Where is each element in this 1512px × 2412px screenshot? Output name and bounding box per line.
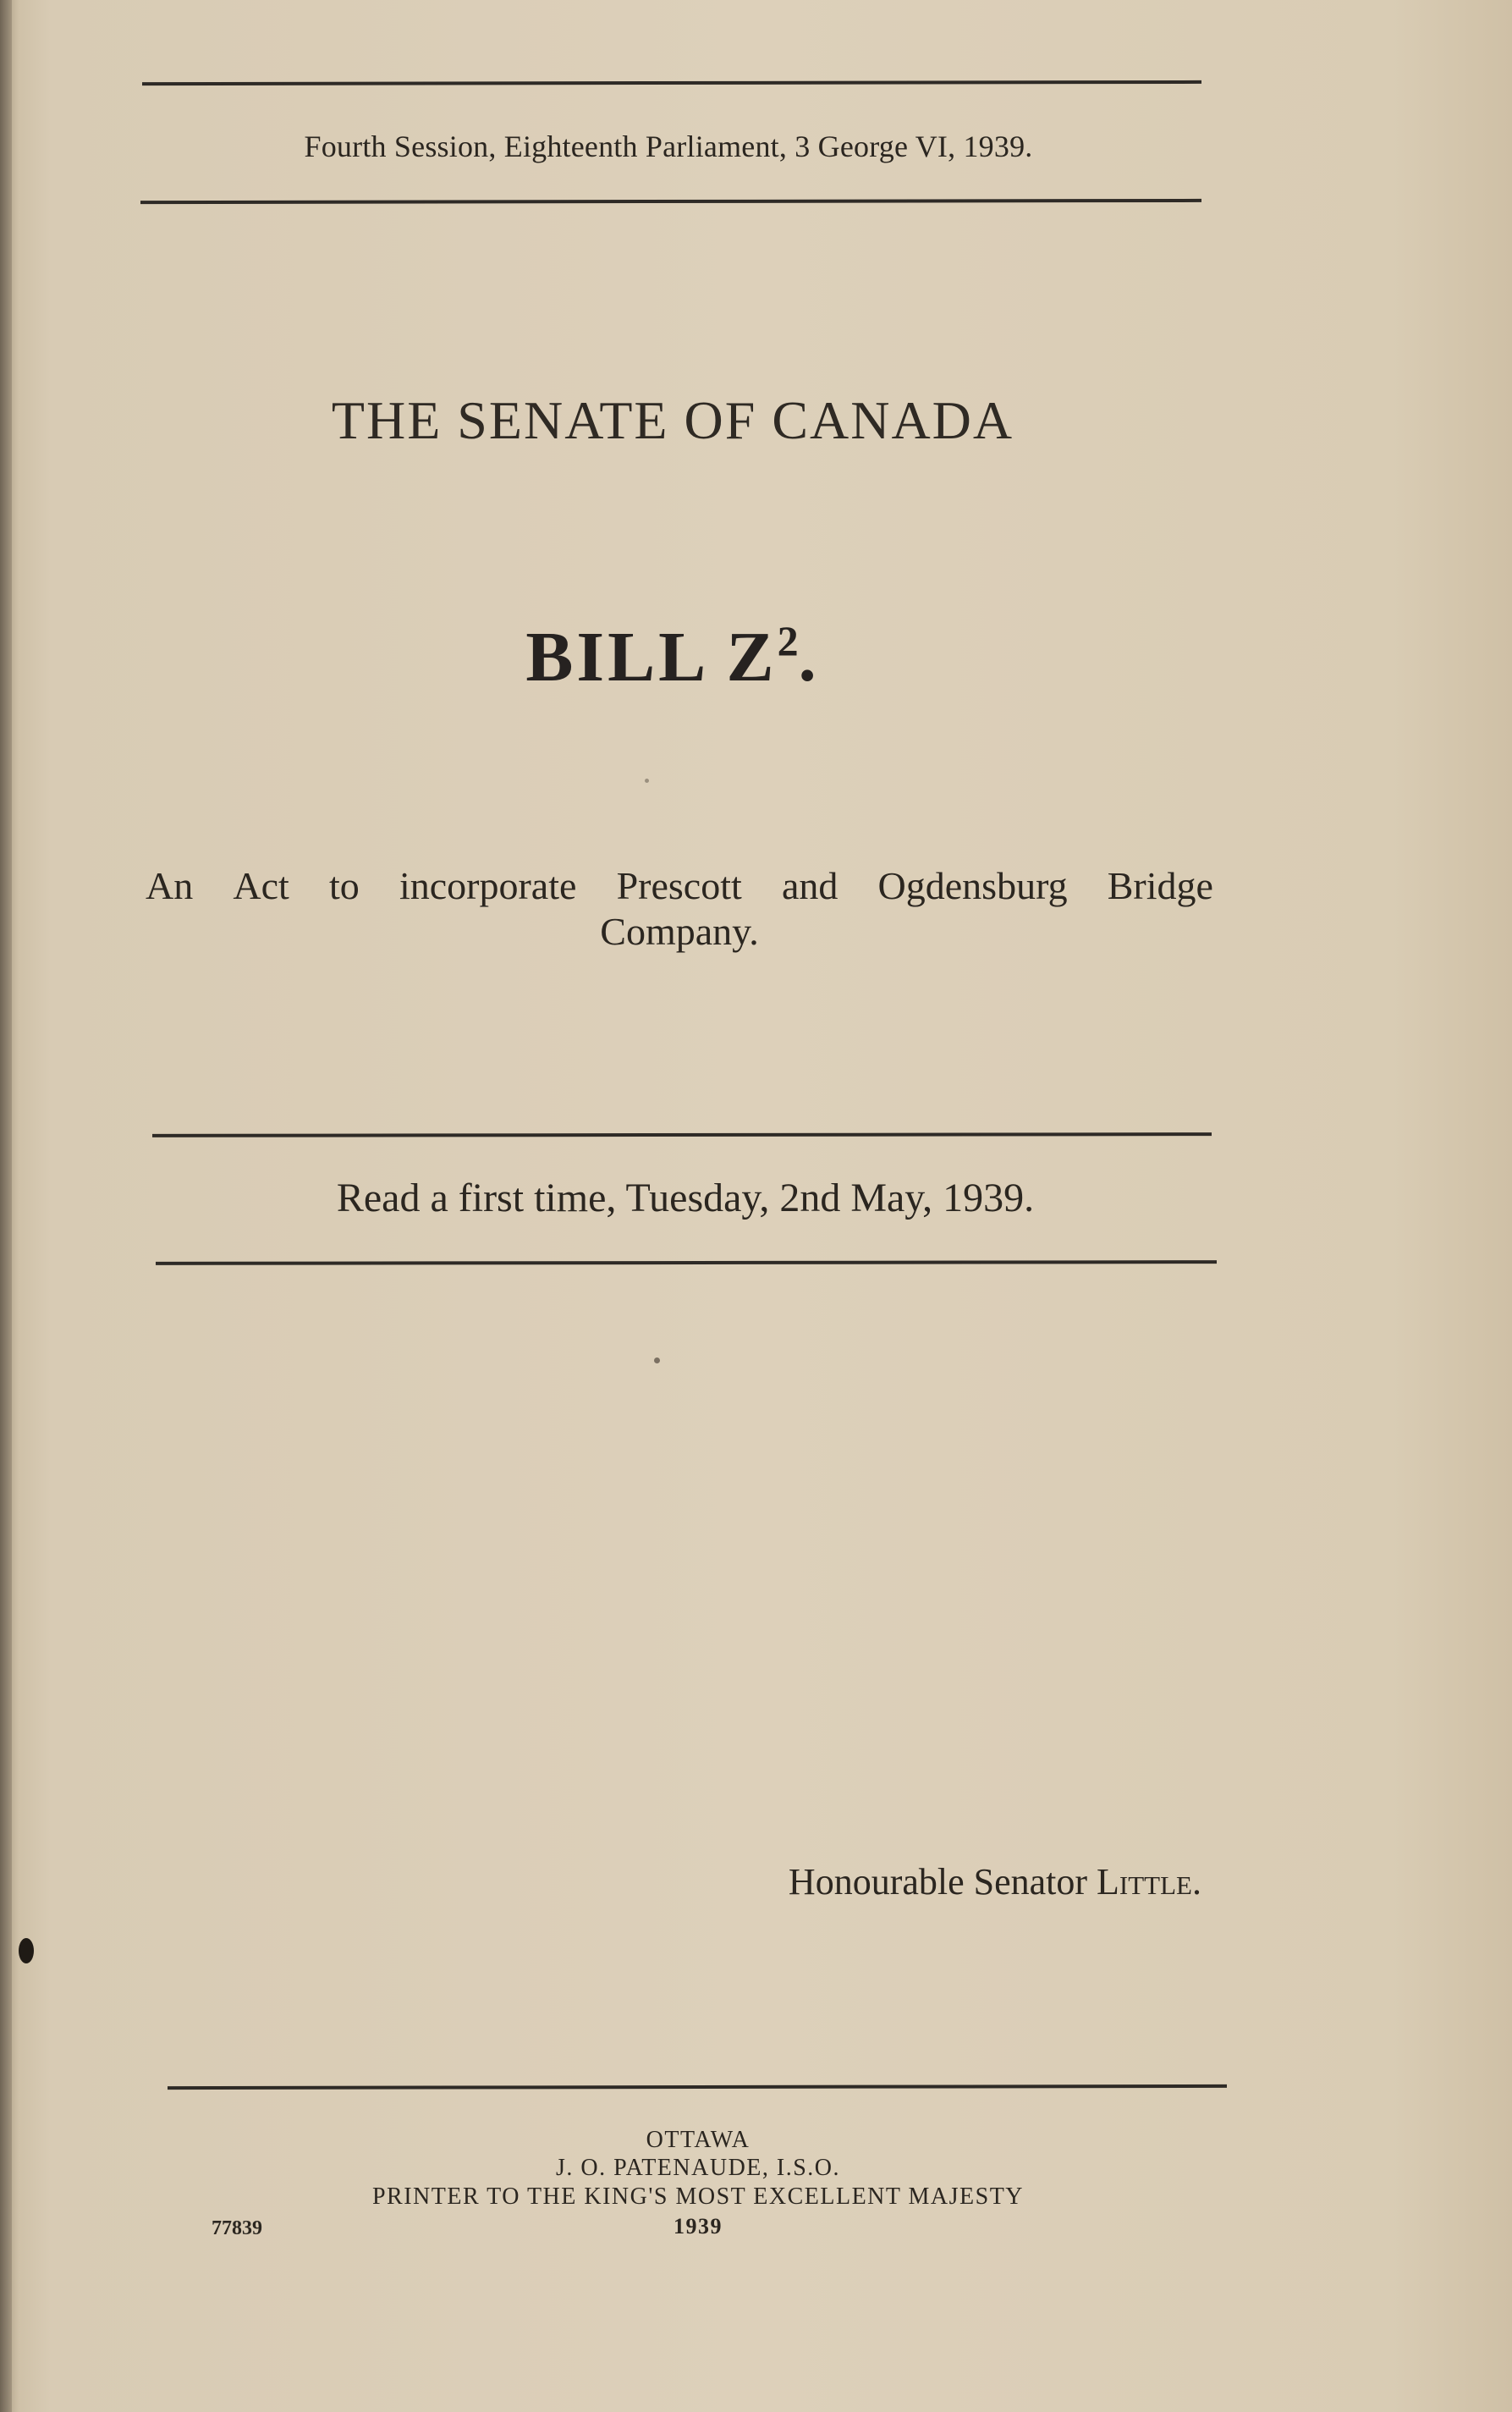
act-word: Ogdensburg [877, 864, 1068, 907]
act-title [146, 863, 1213, 955]
paper-speck [654, 1357, 660, 1363]
imprint-year: 1939 [674, 2214, 723, 2239]
first-reading-line: Read a first time, Tuesday, 2nd May, 1939. [336, 1176, 1035, 1220]
bill-suffix: . [798, 618, 820, 697]
imprint-printer: J. O. PATENAUDE, I.S.O. [555, 2155, 841, 2181]
act-word: to [329, 864, 360, 907]
session-line: Fourth Session, Eighteenth Parliament, 3 George VI, 1939. [304, 129, 1033, 163]
binding-edge [0, 0, 12, 2412]
act-word: Bridge [1107, 864, 1213, 907]
bill-prefix: BILL Z [525, 618, 778, 697]
job-number: 77839 [212, 2217, 262, 2239]
act-word: Prescott [616, 864, 742, 907]
act-word: incorporate [399, 864, 577, 907]
reading-rule-lower [156, 1260, 1217, 1265]
imprint-rule [168, 2084, 1227, 2090]
imprint-city: OTTAWA [646, 2127, 751, 2153]
act-title-line-1 [146, 863, 1213, 909]
act-title-line-2: Company. [600, 910, 759, 953]
sponsor-line [643, 1860, 1201, 1903]
act-word: and [781, 864, 838, 907]
act-word: Act [233, 864, 289, 907]
paper-blemish [19, 1938, 34, 1963]
sponsor-name: Little [1097, 1861, 1192, 1903]
bill-number [135, 616, 1210, 698]
top-rule-lower [140, 199, 1201, 204]
reading-rule-upper [152, 1132, 1212, 1137]
act-word: An [146, 864, 194, 907]
sponsor-prefix: Honourable Senator [788, 1861, 1097, 1903]
top-rule-upper [142, 80, 1201, 85]
bill-superscript: 2 [777, 617, 799, 664]
paper-speck [645, 779, 649, 783]
senate-heading: THE SENATE OF CANADA [331, 390, 1014, 450]
imprint-role: PRINTER TO THE KING'S MOST EXCELLENT MAJESTY [371, 2183, 1025, 2210]
sponsor-suffix: . [1192, 1861, 1201, 1903]
